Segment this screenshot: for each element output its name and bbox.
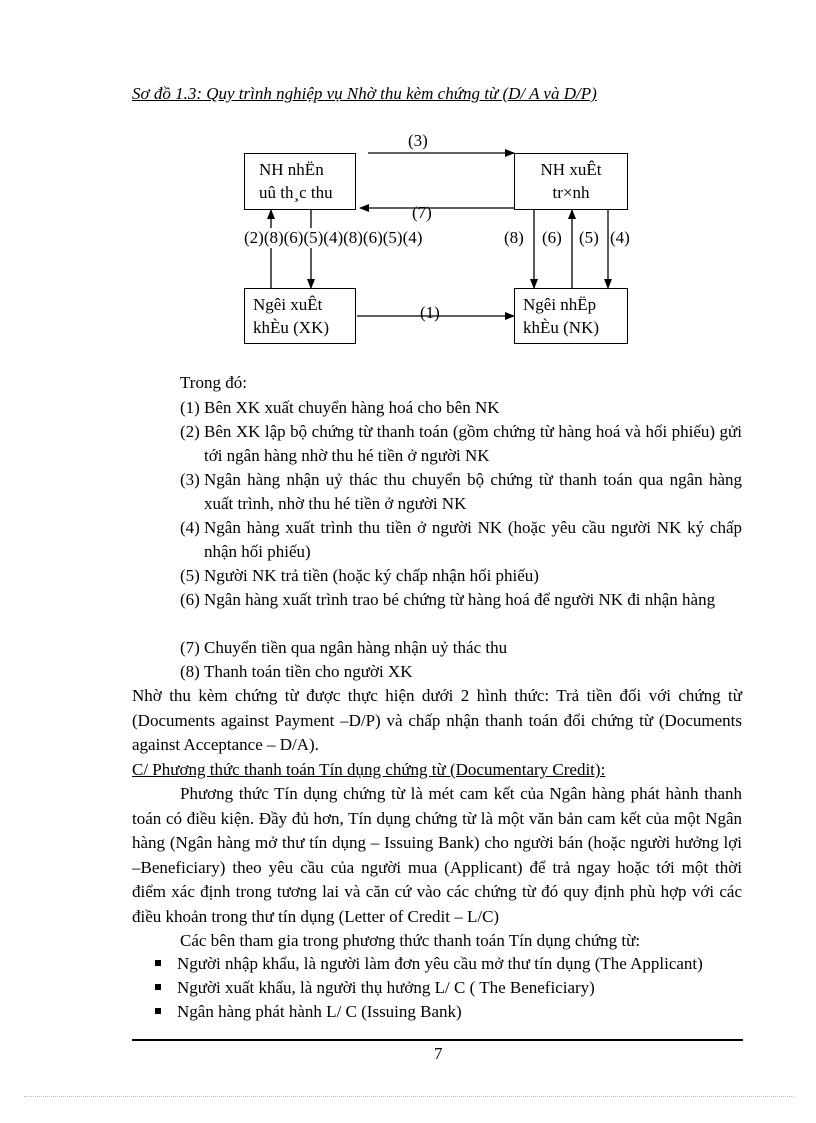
bullet-square-icon	[155, 960, 161, 966]
label-right-5: (5)	[579, 228, 599, 247]
label-left-steps: (2)(8)(6)(5)(4)(8)(6)(5)(4)	[244, 228, 423, 247]
box-presenting-bank: NH xuÊt tr×nh	[514, 153, 628, 210]
footer-rule	[132, 1039, 743, 1041]
box-importer: Ngêi nhËp khÈu (NK)	[514, 288, 628, 344]
bullet-item: Người xuất khẩu, là người thụ hưởng L/ C ( The Beneficiary)	[155, 976, 595, 1000]
label-7: (7)	[412, 203, 432, 222]
box-exporter: Ngêi xuÊt khÈu (XK)	[244, 288, 356, 344]
section-heading-c: C/ Phương thức thanh toán Tín dụng chứng từ (Documentary Credit):	[132, 760, 606, 779]
paragraph-dp-da: Nhờ thu kèm chứng từ được thực hiện dưới 2 hình thức: Trả tiền đối với chứng từ (Documents against Payment –D/P) và chấp nhận thanh toán đổi chứng từ (Documents against Acceptance – D/A).	[132, 686, 742, 754]
figure-caption: Sơ đồ 1.3: Quy trình nghiệp vụ Nhờ thu kèm chứng từ (D/ A và D/P)	[132, 84, 597, 103]
bullet-item: Ngân hàng phát hành L/ C (Issuing Bank)	[155, 1000, 462, 1024]
legend-item: (8) Thanh toán tiền cho người XK	[180, 662, 413, 681]
label-right-8: (8)	[504, 228, 524, 247]
legend-item: (5) Người NK trả tiền (hoặc ký chấp nhận hối phiếu)	[180, 566, 539, 585]
page-number: 7	[434, 1044, 443, 1063]
legend-item: (1) Bên XK xuất chuyển hàng hoá cho bên NK	[180, 398, 500, 417]
legend-item: (4) Ngân hàng xuất trình thu tiền ở người NK (hoặc yêu cầu người NK ký chấp nhận hối phiếu)	[180, 518, 742, 561]
page-edge-divider	[24, 1096, 794, 1097]
label-3: (3)	[408, 131, 428, 150]
bullet-item: Người nhập khẩu, là người làm đơn yêu cầu mở thư tín dụng (The Applicant)	[155, 952, 703, 976]
paragraph-lc-definition: Phương thức Tín dụng chứng từ là mét cam kết của Ngân hàng phát hành thanh toán có điều kiện. Đầy đủ hơn, Tín dụng chứng từ là một văn bản cam kết của một Ngân hàng (Ngân hàng mở thư tín dụng – Issuing Bank) cho người bán (hoặc người hưởng lợi –Beneficiary) theo yêu cầu của người mua (Applicant) để trả ngay hoặc tới một thời điểm xác định trong tương lai và căn cứ vào các chứng từ đó quy định phù hợp với các điều khoản trong thư tín dụng (Letter of Credit – L/C)	[132, 784, 742, 926]
box-collecting-bank: NH nhËn uû th¸c thu	[244, 153, 356, 210]
paragraph-parties-intro: Các bên tham gia trong phương thức thanh toán Tín dụng chứng từ:	[180, 931, 641, 950]
legend-item: (7) Chuyển tiền qua ngân hàng nhận uỷ thác thu	[180, 638, 508, 657]
legend-item: (6) Ngân hàng xuất trình trao bé chứng từ hàng hoá để người NK đi nhận hàng	[180, 590, 716, 609]
label-1: (1)	[420, 303, 440, 322]
label-right-4: (4)	[610, 228, 630, 247]
legend-intro: Trong đó:	[180, 373, 247, 392]
bullet-square-icon	[155, 984, 161, 990]
legend-item: (3) Ngân hàng nhận uỷ thác thu chuyển bộ chứng từ thanh toán qua ngân hàng xuất trình, nhờ thu hé tiền ở người NK	[180, 470, 742, 513]
legend-item: (2) Bên XK lập bộ chứng từ thanh toán (gồm chứng từ hàng hoá và hối phiếu) gửi tới ngân hàng nhờ thu hé tiền ở người NK	[180, 422, 742, 465]
label-right-6: (6)	[542, 228, 562, 247]
bullet-square-icon	[155, 1008, 161, 1014]
